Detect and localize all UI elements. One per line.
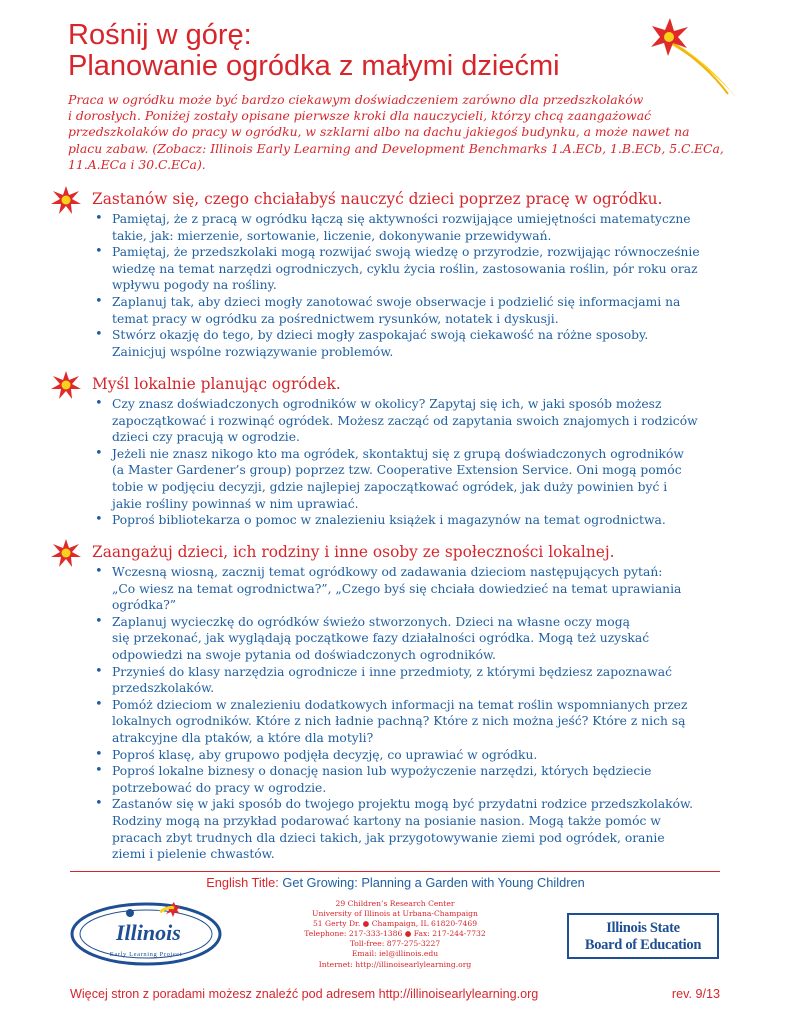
item-line: • Jeżeli nie znasz nikogo kto ma ogródek, skontaktuj się z grupą doświadczonych ogrodników <box>112 446 684 461</box>
item-line: • Poproś klasę, aby grupowo podjęła decyzję, co uprawiać w ogródku. <box>112 747 538 762</box>
section-title: Myśl lokalnie planując ogródek. <box>92 375 341 393</box>
isbe-line-1: Illinois State <box>606 920 680 936</box>
item-line: tobie w podjęciu decyzji, gdzie najlepiej zapoczątkować ogródek, jak duży powinien być i <box>112 479 668 494</box>
contact-line: Toll-free: 877-275-3227 <box>349 939 441 949</box>
intro-line: placu zabaw. (Zobacz: Illinois Early Learning and Development Benchmarks 1.A.ECb, 1.B.ECb, 5.C.ECa, <box>68 140 724 156</box>
item-line: atrakcyjne dla ptaków, a które dla motyli? <box>112 730 374 745</box>
section-heading <box>50 542 740 564</box>
list-item <box>112 446 740 512</box>
contact-line: 51 Gerty Dr. ● Champaign, IL 61820-7469 <box>312 919 478 929</box>
item-line: ogródka?” <box>112 598 177 613</box>
item-line: zapoczątkować i rozwinąć ogródek. Możesz zacząć od zapytania swoich znajomych i rodziców <box>112 413 698 428</box>
list-item <box>112 396 740 446</box>
item-line: • Przynieś do klasy narzędzia ogrodnicze i inne przedmioty, z którymi będziesz zapoznawać <box>112 664 672 679</box>
list-item <box>112 211 740 244</box>
item-line: takie, jak: mierzenie, sortowanie, liczenie, dokonywanie przewidywań. <box>112 228 552 243</box>
bullet-list <box>50 564 740 863</box>
contact-block <box>280 899 510 970</box>
item-line: ziemi i pielenie chwastów. <box>112 847 275 862</box>
item-line: (a Master Gardener’s group) poprzez tzw. Cooperative Extension Service. Oni mogą pomóc <box>112 463 682 478</box>
section-title: Zaangażuj dzieci, ich rodziny i inne osoby ze społeczności lokalnej. <box>92 543 615 561</box>
section-title: Zastanów się, czego chciałabyś nauczyć dzieci poprzez pracę w ogródku. <box>92 190 663 208</box>
item-line: wpływu pogody na rośliny. <box>112 278 277 293</box>
footer-divider <box>70 871 720 872</box>
page-title-line-1: Rośnij w górę: <box>68 19 252 51</box>
contact-line: Telephone: 217-333-1386 ● Fax: 217-244-7732 <box>304 929 486 939</box>
item-line: Zainicjuj wspólne rozwiązywanie problemów. <box>112 344 394 359</box>
item-line: • Zaplanuj wycieczkę do ogródków świeżo stworzonych. Dzieci na własne oczy mogą <box>112 614 630 629</box>
contact-email[interactable]: Email: iel@illinois.edu <box>351 949 439 959</box>
bullet-list <box>50 396 740 529</box>
intro-line: przedszkolaków do pracy w ogródku, w szklarni albo na dachu jakiegoś budynku, a może nawet na <box>68 124 690 140</box>
list-item <box>112 244 740 294</box>
item-line: • Pomóż dzieciom w znalezieniu dodatkowych informacji na temat roślin wspomnianych przez <box>112 697 688 712</box>
list-item <box>112 564 740 614</box>
isbe-line-2: Board of Education <box>584 937 702 953</box>
bullet-list <box>50 211 740 360</box>
item-line: potrzebować do pracy w ogrodzie. <box>112 780 327 795</box>
english-title-label: English Title: <box>206 875 283 890</box>
intro-line: 11.A.ECa i 30.C.ECa). <box>68 156 206 172</box>
item-line: • Poproś lokalne biznesy o donację nasion lub wypożyczenie narzędzi, których będziecie <box>112 764 652 779</box>
item-line: temat pracy w ogródku za pośrednictwem rysunków, notatek i dyskusji. <box>112 311 559 326</box>
item-line: jakie rośliny powinnaś w nim uprawiać. <box>112 496 359 511</box>
contact-website[interactable]: Internet: http://illinoisearlylearning.org <box>318 959 472 969</box>
logo-wordmark: Illinois <box>116 920 181 945</box>
section-heading <box>50 189 740 211</box>
contact-line: University of Illinois at Urbana-Champaign <box>312 909 478 919</box>
intro-line: Praca w ogródku może być bardzo ciekawym doświadczeniem zarówno dla przedszkolaków <box>68 92 644 107</box>
item-line: wiedzę na temat narzędzi ogrodniczych, cyklu życia roślin, zastosowania roślin, pór roku oraz <box>112 261 698 276</box>
footer <box>70 986 720 1003</box>
item-line: • Zastanów się w jaki sposób do twojego projektu mogą być przydatni rodzice przedszkolaków. <box>112 797 694 812</box>
logo-subtitle: Early Learning Project <box>109 951 183 958</box>
item-line: • Pamiętaj, że przedszkolaki mogą rozwijać swoją wiedzę o przyrodzie, rozwijając równocześnie <box>112 245 700 260</box>
item-line: dzieci czy pracują w ogrodzie. <box>112 430 300 445</box>
illinois-early-learning-logo <box>68 896 238 968</box>
list-item <box>112 614 740 664</box>
item-line: się przekonać, jak wyglądają początkowe fazy działalności ogródka. Mogą też uzyskać <box>112 631 650 646</box>
list-item <box>112 747 740 764</box>
list-item <box>112 664 740 697</box>
item-line: • Pamiętaj, że z pracą w ogródku łączą się aktywności rozwijające umiejętności matematyczne <box>112 212 691 226</box>
section-heading <box>50 374 740 396</box>
item-line: • Stwórz okazję do tego, by dzieci mogły zaspokajać swoją ciekawość na różne sposoby. <box>112 328 649 343</box>
list-item <box>112 294 740 327</box>
item-line: • Zaplanuj tak, aby dzieci mogły zanotować swoje obserwacje i podzielić się informacjami na <box>112 294 681 309</box>
revision-label: rev. 9/13 <box>671 987 720 1001</box>
list-item <box>112 697 740 747</box>
contact-line: 29 Children’s Research Center <box>335 899 455 908</box>
burst-star-icon <box>50 538 82 568</box>
section-involve-community <box>50 542 740 863</box>
section-think-local <box>50 374 740 529</box>
list-item <box>112 763 740 796</box>
intro-paragraph <box>68 92 728 173</box>
item-line: • Czy znasz doświadczonych ogrodników w okolicy? Zapytaj się ich, w jaki sposób możesz <box>112 397 662 411</box>
item-line: • Wczesną wiosną, zacznij temat ogródkowy od zadawania dzieciom następujących pytań: <box>112 565 663 579</box>
item-line: • Poproś bibliotekarza o pomoc w znalezieniu książek i magazynów na temat ogrodnictwa. <box>112 513 666 528</box>
page-title <box>68 20 668 82</box>
intro-line: i dorosłych. Poniżej zostały opisane pierwsze kroki dla nauczycieli, którzy chcą zaangażować <box>68 108 652 124</box>
item-line: odpowiedzi na swoje pytania od doświadczonych ogrodników. <box>112 647 496 662</box>
english-title <box>0 874 791 891</box>
item-line: lokalnych ogrodników. Które z nich ładnie pachną? Które z nich można jeść? Które z nich są <box>112 714 686 729</box>
item-line: pracach zbyt trudnych dla dzieci takich, jak przygotowywanie ziemi pod ogródek, oranie <box>112 830 665 845</box>
list-item <box>112 512 740 529</box>
item-line: Rodziny mogą na przykład podarować kartony na posianie nasion. Mogą także pomóc w <box>112 813 661 828</box>
list-item <box>112 327 740 360</box>
burst-star-icon <box>50 370 82 400</box>
list-item <box>112 796 740 862</box>
english-title-value: Get Growing: Planning a Garden with Young Children <box>282 875 585 890</box>
footer-more-link[interactable]: Więcej stron z poradami możesz znaleźć pod adresem http://illinoisearlylearning.org <box>70 987 539 1001</box>
isbe-logo <box>567 913 719 959</box>
item-line: przedszkolaków. <box>112 681 215 696</box>
section-goals <box>50 189 740 360</box>
item-line: „Co wiesz na temat ogrodnictwa?”, „Czego byś się chciała dowiedzieć na temat uprawiania <box>112 581 682 596</box>
page-title-line-2: Planowanie ogródka z małymi dziećmi <box>68 50 560 82</box>
burst-star-icon <box>50 185 82 215</box>
